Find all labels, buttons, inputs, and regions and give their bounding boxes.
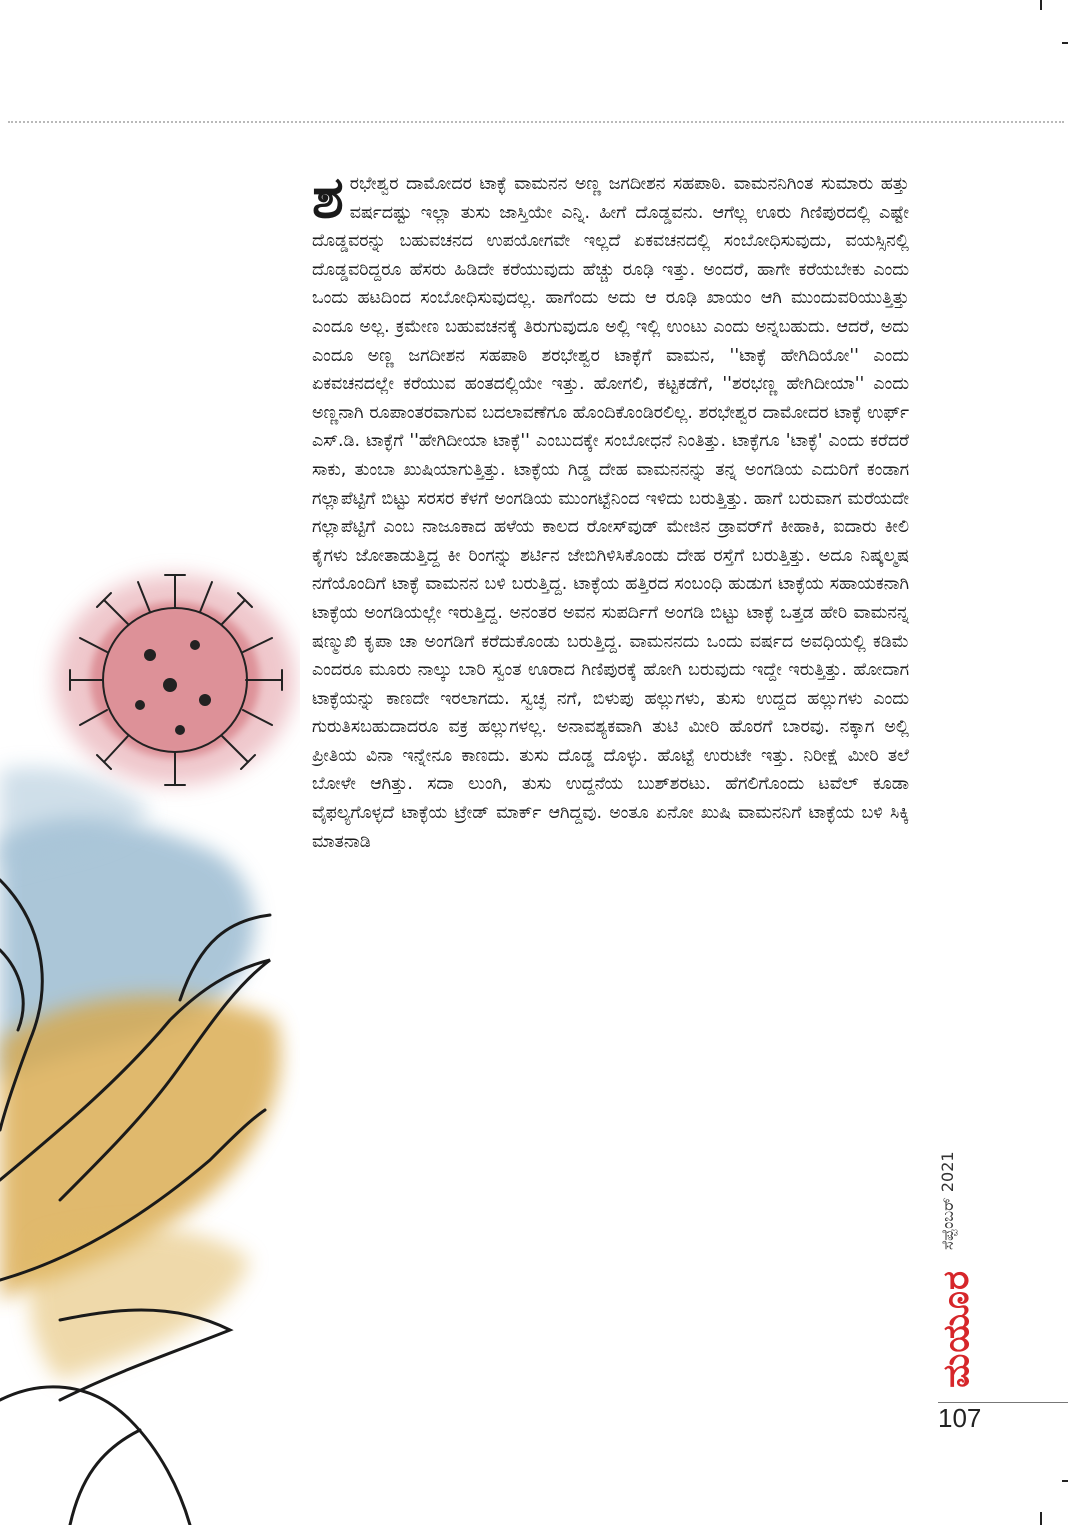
- magazine-logo: ಮಯೂರ: [936, 1270, 977, 1388]
- issue-date: ಸೆಪ್ಟೆಂಬರ್ 2021: [938, 1151, 957, 1250]
- header-dotted-rule: [8, 121, 1064, 123]
- crop-mark-bottom-right: [1062, 1480, 1068, 1482]
- crop-mark-top: [1040, 0, 1042, 10]
- page-number: 107: [938, 1403, 982, 1433]
- crop-mark-top-right: [1062, 42, 1068, 44]
- article-paragraph: ರಭೇಶ್ವರ ದಾಮೋದರ ಟಾಕ್ಳೆ ವಾಮನನ ಅಣ್ಣ ಜಗದೀಶನ ಸಹಪಾಠಿ. ವಾಮನನಿಗಿಂತ ಸುಮಾರು ಹತ್ತು ವರ್ಷದಷ್ಟು ಇಲ್ಲಾ ತುಸು ಜಾಸ್ತಿಯೇ ಎನ್ನಿ. ಹೀಗೆ ದೊಡ್ಡವನು. ಆಗೆಲ್ಲ ಊರು ಗಿಣಿಪುರದಲ್ಲಿ ಎಷ್ಟೇ ದೊಡ್ಡವರನ್ನು ಬಹುವಚನದ ಉಪಯೋಗವೇ ಇಲ್ಲದೆ ಏಕವಚನದಲ್ಲಿ ಸಂಬೋಧಿಸುವುದು, ವಯಸ್ಸಿನಲ್ಲಿ ದೊಡ್ಡವರಿದ್ದರೂ ಹೆಸರು ಹಿಡಿದೇ ಕರೆಯುವುದು ಹೆಚ್ಚು ರೂಢಿ ಇತ್ತು. ಅಂದರೆ, ಹಾಗೇ ಕರೆಯಬೇಕು ಎಂದು ಒಂದು ಹಟದಿಂದ ಸಂಬೋಧಿಸುವುದಲ್ಲ. ಹಾಗೆಂದು ಅದು ಆ ರೂಢಿ ಖಾಯಂ ಆಗಿ ಮುಂದುವರಿಯುತ್ತಿತ್ತು ಎಂದೂ ಅಲ್ಲ. ಕ್ರಮೇಣ ಬಹುವಚನಕ್ಕೆ ತಿರುಗುವುದೂ ಅಲ್ಲಿ ಇಲ್ಲಿ ಉಂಟು ಎಂದು ಅನ್ನಬಹುದು. ಆದರೆ, ಅದು ಎಂದೂ ಅಣ್ಣ ಜಗದೀಶನ ಸಹಪಾಠಿ ಶರಭೇಶ್ವರ ಟಾಕ್ಳೆಗೆ ವಾಮನ, ''ಟಾಕ್ಳೆ ಹೇಗಿದಿಯೋ'' ಎಂದು ಏಕವಚನದಲ್ಲೇ ಕರೆಯುವ ಹಂತದಲ್ಲಿಯೇ ಇತ್ತು. ಹೋಗಲಿ, ಕಟ್ಟಕಡೆಗೆ, ''ಶರಭಣ್ಣ ಹೇಗಿದೀಯಾ'' ಎಂದು ಅಣ್ಣನಾಗಿ ರೂಪಾಂತರವಾಗುವ ಬದಲಾವಣೆಗೂ ಹೊಂದಿಕೊಂಡಿರಲಿಲ್ಲ. ಶರಭೇಶ್ವರ ದಾಮೋದರ ಟಾಕ್ಳೆ ಉರ್ಫ್ ಎಸ್.ಡಿ. ಟಾಕ್ಳೆಗೆ ''ಹೇಗಿದೀಯಾ ಟಾಕ್ಳೆ'' ಎಂಬುದಕ್ಕೇ ಸಂಬೋಧನೆ ನಿಂತಿತ್ತು. ಟಾಕ್ಳೆಗೂ 'ಟಾಕ್ಳೆ' ಎಂದು ಕರೆದರೆ ಸಾಕು, ತುಂಬಾ ಖುಷಿಯಾಗುತ್ತಿತ್ತು. ಟಾಕ್ಳೆಯ ಗಿಡ್ಡ ದೇಹ ವಾಮನನನ್ನು ತನ್ನ ಅಂಗಡಿಯ ಎದುರಿಗೆ ಕಂಡಾಗ ಗಲ್ಲಾಪೆಟ್ಟಿಗೆ ಬಿಟ್ಟು ಸರಸರ ಕೆಳಗೆ ಅಂಗಡಿಯ ಮುಂಗಟ್ಟೆನಿಂದ ಇಳಿದು ಬರುತ್ತಿತ್ತು. ಹಾಗೆ ಬರುವಾಗ ಮರೆಯದೇ ಗಲ್ಲಾಪೆಟ್ಟಿಗೆ ಎಂಬ ನಾಜೂಕಾದ ಹಳೆಯ ಕಾಲದ ರೋಸ್‌ವುಡ್ ಮೇಜಿನ ಡ್ರಾವರ್‌ಗೆ ಕೀಹಾಕಿ, ಐದಾರು ಕೀಲಿ ಕೈಗಳು ಜೋತಾಡುತ್ತಿದ್ದ ಕೀ ರಿಂಗನ್ನು ಶರ್ಟಿನ ಜೇಬಿಗಿಳಿಸಿಕೊಂಡು ದೇಹ ರಸ್ತೆಗೆ ಬರುತ್ತಿತ್ತು. ಅದೂ ನಿಷ್ಕಲ್ಮಷ ನಗೆಯೊಂದಿಗೆ ಟಾಕ್ಳೆ ವಾಮನನ ಬಳಿ ಬರುತ್ತಿದ್ದ. ಟಾಕ್ಳೆಯ ಹತ್ತಿರದ ಸಂಬಂಧಿ ಹುಡುಗ ಟಾಕ್ಳೆಯ ಸಹಾಯಕನಾಗಿ ಟಾಕ್ಳೆಯ ಅಂಗಡಿಯಲ್ಲೇ ಇರುತ್ತಿದ್ದ. ಅನಂತರ ಅವನ ಸುಪರ್ದಿಗೆ ಅಂಗಡಿ ಬಿಟ್ಟು ಟಾಕ್ಳೆ ಒತ್ತಡ ಹೇರಿ ವಾಮನನ್ನ ಷಣ್ಮುಖಿ ಕೃಪಾ ಚಾ ಅಂಗಡಿಗೆ ಕರೆದುಕೊಂಡು ಬರುತ್ತಿದ್ದ. ವಾಮನನದು ಒಂದು ವರ್ಷದ ಅವಧಿಯಲ್ಲಿ ಕಡಿಮೆ ಎಂದರೂ ಮೂರು ನಾಲ್ಕು ಬಾರಿ ಸ್ವಂತ ಊರಾದ ಗಿಣಿಪುರಕ್ಕೆ ಹೋಗಿ ಬರುವುದು ಇದ್ದೇ ಇರುತ್ತಿತ್ತು. ಹೋದಾಗ ಟಾಕ್ಳೆಯನ್ನು ಕಾಣದೇ ಇರಲಾಗದು. ಸ್ವಚ್ಛ ನಗೆ, ಬಿಳುಪು ಹಲ್ಲುಗಳು, ತುಸು ಉದ್ದದ ಹಲ್ಲುಗಳು ಎಂದು ಗುರುತಿಸಬಹುದಾದರೂ ವಕ್ರ ಹಲ್ಲುಗಳಲ್ಲ. ಅನಾವಶ್ಯಕವಾಗಿ ತುಟಿ ಮೀರಿ ಹೊರಗೆ ಬಾರವು. ನಕ್ಕಾಗ ಅಲ್ಲಿ ಪ್ರೀತಿಯ ವಿನಾ ಇನ್ನೇನೂ ಕಾಣದು. ತುಸು ದೊಡ್ಡ ದೊಳ್ಳು. ಹೊಟ್ಟೆ ಉರುಟೇ ಇತ್ತು. ನಿರೀಕ್ಷೆ ಮೀರಿ ತಲೆ ಬೋಳೇ ಆಗಿತ್ತು. ಸದಾ ಲುಂಗಿ, ತುಸು ಉದ್ದನೆಯ ಬುಶ್‌ಶರಟು. ಹೆಗಲಿಗೊಂದು ಟವೆಲ್ ಕೂಡಾ ವೈಫಲ್ಯಗೊಳ್ಳದೆ ಟಾಕ್ಳೆಯ ಟ್ರೇಡ್ ಮಾರ್ಕ್ ಆಗಿದ್ದವು. ಅಂತೂ ಏನೋ ಖುಷಿ ವಾಮನನಿಗೆ ಟಾಕ್ಳೆಯ ಬಳಿ ಸಿಕ್ಕಿ ಮಾತನಾಡಿ: [312, 174, 909, 852]
- drop-cap: ಶ: [312, 163, 344, 231]
- crop-mark-bottom: [1040, 1512, 1042, 1525]
- article-body: [312, 163, 909, 1400]
- yellow-splash-2: [30, 1227, 250, 1380]
- story-illustration: [0, 520, 300, 1525]
